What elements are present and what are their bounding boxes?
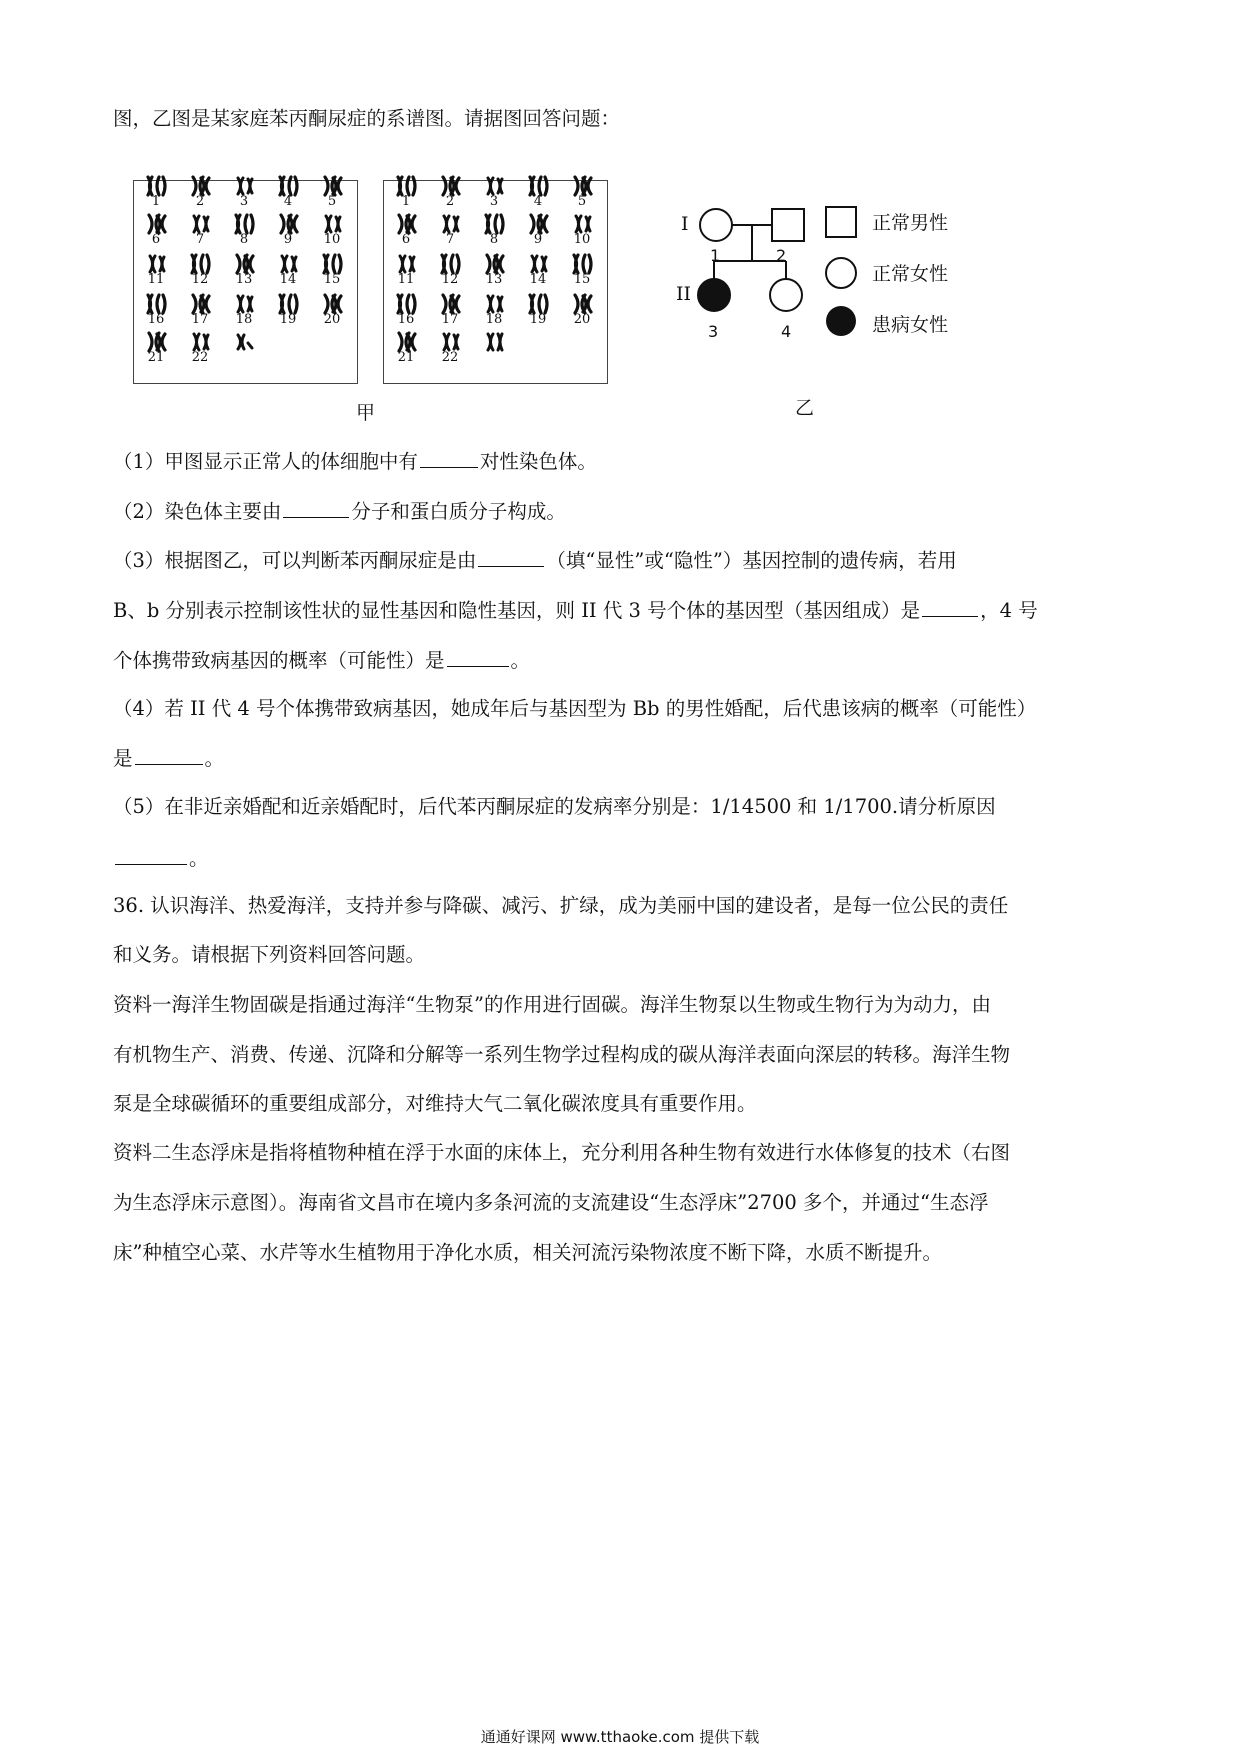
chromosome-pair-20 bbox=[314, 293, 350, 329]
chromosome-pair-17 bbox=[432, 293, 468, 329]
chromosome-number: 17 bbox=[441, 312, 459, 327]
chromosome-number: 8 bbox=[239, 232, 249, 247]
chromosome-number: 5 bbox=[327, 194, 337, 209]
chromosome-pair-10 bbox=[564, 213, 600, 249]
chromosome-number: 9 bbox=[533, 232, 543, 247]
chromosome-pair-12 bbox=[182, 253, 218, 289]
chromosome-number: 22 bbox=[441, 350, 459, 365]
question-4-line-1: （4）若 II 代 4 号个体携带致病基因，她成年后与基因型为 Bb 的男性婚配，后代患该病的概率（可能性） bbox=[113, 697, 1037, 720]
sex-chromosome-pair bbox=[226, 331, 262, 367]
chromosome-pair-10 bbox=[314, 213, 350, 249]
chromosome-pair-4 bbox=[520, 175, 556, 211]
chromosome-number: 3 bbox=[239, 194, 249, 209]
generation-1-label: I bbox=[681, 213, 689, 235]
legend-affected-female: 患病女性 bbox=[872, 314, 949, 336]
chromosome-pair-9 bbox=[270, 213, 306, 249]
material-1-line-2: 有机物生产、消费、传递、沉降和分解等一系列生物学过程构成的碳从海洋表面向深层的转移。海洋生物 bbox=[113, 1043, 1011, 1066]
answer-blank-3c[interactable] bbox=[447, 646, 509, 667]
chromosome-pair-13 bbox=[226, 253, 262, 289]
answer-blank-2[interactable] bbox=[283, 497, 349, 518]
chromosome-pair-18 bbox=[476, 293, 512, 329]
chromosome-number: 20 bbox=[573, 312, 591, 327]
chromosome-pair-11 bbox=[388, 253, 424, 289]
answer-blank-4[interactable] bbox=[135, 744, 203, 765]
answer-blank-5[interactable] bbox=[115, 844, 187, 865]
sex-chromosome-icon bbox=[232, 331, 256, 353]
question-3-line-1: （3）根据图乙，可以判断苯丙酮尿症是由 （填“显性”或“隐性”）基因控制的遗传病，若用 bbox=[113, 546, 957, 574]
chromosome-number: 21 bbox=[397, 350, 415, 365]
question-3-line-3: 个体携带致病基因的概率（可能性）是 。 bbox=[113, 646, 530, 674]
individual-1-number: 1 bbox=[710, 246, 721, 265]
chromosome-number: 12 bbox=[441, 272, 459, 287]
chromosome-pair-5 bbox=[564, 175, 600, 211]
individual-4-normal-female bbox=[770, 279, 802, 311]
legend-normal-male: 正常男性 bbox=[872, 212, 949, 234]
chromosome-number: 18 bbox=[485, 312, 503, 327]
chromosome-pair-3 bbox=[476, 175, 512, 211]
legend-symbols bbox=[822, 203, 862, 343]
chromosome-number: 2 bbox=[445, 194, 455, 209]
chromosome-number: 13 bbox=[235, 272, 253, 287]
chromosome-pair-15 bbox=[314, 253, 350, 289]
chromosome-number: 15 bbox=[573, 272, 591, 287]
chromosome-pair-13 bbox=[476, 253, 512, 289]
answer-blank-1[interactable] bbox=[420, 447, 478, 468]
individual-3-affected-female bbox=[698, 279, 730, 311]
chromosome-number: 4 bbox=[533, 194, 543, 209]
caption-jia: 甲 bbox=[356, 402, 376, 424]
sex-chromosome-pair bbox=[476, 331, 512, 367]
chromosome-number: 5 bbox=[577, 194, 587, 209]
chromosome-pair-2 bbox=[182, 175, 218, 211]
chromosome-pair-5 bbox=[314, 175, 350, 211]
chromosome-number: 15 bbox=[323, 272, 341, 287]
chromosome-pair-16 bbox=[388, 293, 424, 329]
legend-normal-female: 正常女性 bbox=[872, 263, 949, 285]
legend-female-circle bbox=[826, 258, 856, 288]
caption-yi: 乙 bbox=[795, 397, 815, 419]
chromosome-pair-4 bbox=[270, 175, 306, 211]
chromosome-pair-19 bbox=[520, 293, 556, 329]
chromosome-number: 14 bbox=[529, 272, 547, 287]
chromosome-pair-12 bbox=[432, 253, 468, 289]
chromosome-number: 16 bbox=[147, 312, 165, 327]
chromosome-number: 9 bbox=[283, 232, 293, 247]
material-1-line-1: 资料一海洋生物固碳是指通过海洋“生物泵”的作用进行固碳。海洋生物泵以生物或生物行为为动力，由 bbox=[113, 993, 991, 1016]
chromosome-pair-8 bbox=[476, 213, 512, 249]
question-5-line-1: （5）在非近亲婚配和近亲婚配时，后代苯丙酮尿症的发病率分别是：1/14500 和 1/1700.请分析原因 bbox=[113, 795, 996, 818]
answer-blank-3a[interactable] bbox=[478, 546, 544, 567]
chromosome-pair-17 bbox=[182, 293, 218, 329]
chromosome-pair-1 bbox=[388, 175, 424, 211]
chromosome-number: 19 bbox=[529, 312, 547, 327]
chromosome-number: 17 bbox=[191, 312, 209, 327]
chromosome-pair-8 bbox=[226, 213, 262, 249]
generation-2-label: II bbox=[676, 283, 692, 305]
material-2-line-2: 为生态浮床示意图）。海南省文昌市在境内多条河流的支流建设“生态浮床”2700 多个，并通过“生态浮 bbox=[113, 1191, 989, 1214]
chromosome-number: 20 bbox=[323, 312, 341, 327]
question-1: （1）甲图显示正常人的体细胞中有 对性染色体。 bbox=[113, 447, 597, 475]
material-2-line-1: 资料二生态浮床是指将植物种植在浮于水面的床体上，充分利用各种生物有效进行水体修复的技术（右图 bbox=[113, 1141, 1011, 1164]
q36-line-2: 和义务。请根据下列资料回答问题。 bbox=[113, 943, 426, 966]
chromosome-number: 16 bbox=[397, 312, 415, 327]
chromosome-number: 14 bbox=[279, 272, 297, 287]
chromosome-pair-6 bbox=[388, 213, 424, 249]
chromosome-number: 22 bbox=[191, 350, 209, 365]
intro-line: 图，乙图是某家庭苯丙酮尿症的系谱图。请据图回答问题： bbox=[113, 107, 621, 130]
karyotype-normal-box bbox=[133, 180, 358, 384]
chromosome-pair-14 bbox=[520, 253, 556, 289]
chromosome-pair-2 bbox=[432, 175, 468, 211]
chromosome-number: 19 bbox=[279, 312, 297, 327]
chromosome-number: 21 bbox=[147, 350, 165, 365]
material-2-line-3: 床”种植空心菜、水芹等水生植物用于净化水质，相关河流污染物浓度不断下降，水质不断提升。 bbox=[113, 1241, 942, 1264]
chromosome-pair-1 bbox=[138, 175, 174, 211]
chromosome-number: 3 bbox=[489, 194, 499, 209]
chromosome-pair-16 bbox=[138, 293, 174, 329]
answer-blank-3b[interactable] bbox=[922, 596, 978, 617]
chromosome-pair-15 bbox=[564, 253, 600, 289]
chromosome-number: 7 bbox=[445, 232, 455, 247]
chromosome-pair-7 bbox=[432, 213, 468, 249]
chromosome-number: 1 bbox=[151, 194, 161, 209]
chromosome-pair-21 bbox=[388, 331, 424, 367]
karyotype-second-box bbox=[383, 180, 608, 384]
chromosome-pair-20 bbox=[564, 293, 600, 329]
chromosome-pair-6 bbox=[138, 213, 174, 249]
chromosome-pair-22 bbox=[432, 331, 468, 367]
chromosome-number: 6 bbox=[401, 232, 411, 247]
material-1-line-3: 泵是全球碳循环的重要组成部分，对维持大气二氧化碳浓度具有重要作用。 bbox=[113, 1092, 757, 1115]
sex-chromosome-icon bbox=[482, 331, 506, 353]
chromosome-pair-11 bbox=[138, 253, 174, 289]
chromosome-pair-3 bbox=[226, 175, 262, 211]
chromosome-number: 18 bbox=[235, 312, 253, 327]
chromosome-pair-9 bbox=[520, 213, 556, 249]
chromosome-number: 11 bbox=[147, 272, 165, 287]
chromosome-number: 6 bbox=[151, 232, 161, 247]
chromosome-pair-7 bbox=[182, 213, 218, 249]
chromosome-number: 10 bbox=[323, 232, 341, 247]
individual-1-normal-female bbox=[700, 209, 732, 241]
chromosome-number: 10 bbox=[573, 232, 591, 247]
legend-affected-circle bbox=[826, 306, 856, 336]
chromosome-number: 13 bbox=[485, 272, 503, 287]
question-2: （2）染色体主要由 分子和蛋白质分子构成。 bbox=[113, 497, 566, 525]
chromosome-pair-22 bbox=[182, 331, 218, 367]
individual-3-number: 3 bbox=[708, 322, 719, 341]
question-5-line-2: 。 bbox=[113, 844, 209, 872]
chromosome-number: 12 bbox=[191, 272, 209, 287]
chromosome-pair-19 bbox=[270, 293, 306, 329]
chromosome-pair-21 bbox=[138, 331, 174, 367]
chromosome-number: 1 bbox=[401, 194, 411, 209]
chromosome-number: 2 bbox=[195, 194, 205, 209]
question-4-line-2: 是 。 bbox=[113, 744, 224, 772]
legend-male-square bbox=[826, 207, 856, 237]
q36-line-1: 36. 认识海洋、热爱海洋，支持并参与降碳、减污、扩绿，成为美丽中国的建设者，是每一位公民的责任 bbox=[113, 894, 1009, 917]
chromosome-pair-18 bbox=[226, 293, 262, 329]
question-3-line-2: B、b 分别表示控制该性状的显性基因和隐性基因，则 II 代 3 号个体的基因型（基因组成）是 ，4 号 bbox=[113, 596, 1038, 624]
chromosome-number: 8 bbox=[489, 232, 499, 247]
footer-source: 通通好课网 www.tthaoke.com 提供下载 bbox=[480, 1728, 760, 1746]
chromosome-pair-14 bbox=[270, 253, 306, 289]
chromosome-number: 7 bbox=[195, 232, 205, 247]
chromosome-number: 11 bbox=[397, 272, 415, 287]
individual-2-normal-male bbox=[772, 209, 804, 241]
individual-2-number: 2 bbox=[776, 246, 787, 265]
chromosome-number: 4 bbox=[283, 194, 293, 209]
individual-4-number: 4 bbox=[781, 322, 792, 341]
